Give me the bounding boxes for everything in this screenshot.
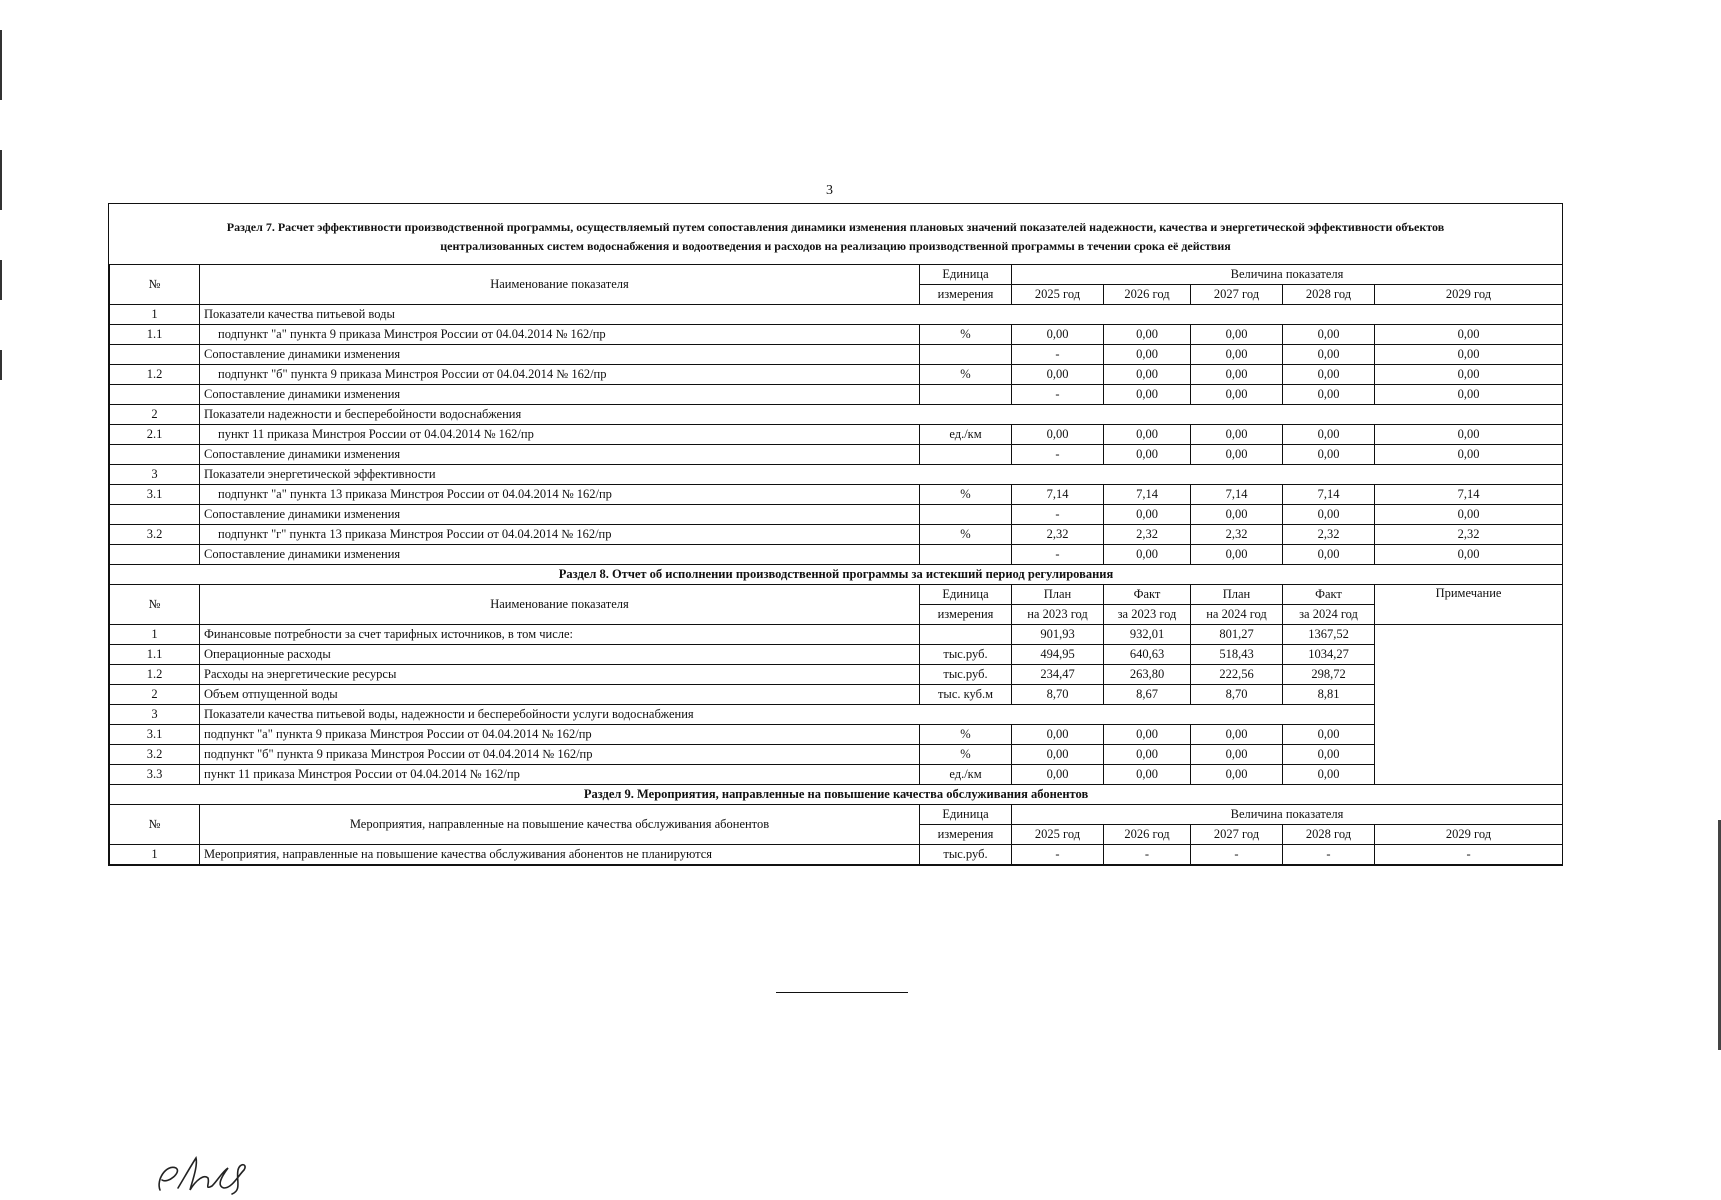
row-number: 2 bbox=[110, 685, 200, 705]
table-row bbox=[110, 845, 1563, 865]
row-name: Показатели энергетической эффективности bbox=[200, 465, 1563, 485]
row-value: 0,00 bbox=[1191, 765, 1283, 785]
row-number: 3 bbox=[110, 705, 200, 725]
row-value: 801,27 bbox=[1191, 625, 1283, 645]
row-value: 0,00 bbox=[1375, 505, 1563, 525]
row-unit: тыс.руб. bbox=[920, 645, 1012, 665]
row-value: 0,00 bbox=[1012, 365, 1104, 385]
row-value: 0,00 bbox=[1104, 425, 1191, 445]
table-row bbox=[110, 385, 1563, 405]
col-period-header-2: за 2024 год bbox=[1283, 605, 1375, 625]
row-number: 1.1 bbox=[110, 325, 200, 345]
row-value: - bbox=[1012, 845, 1104, 865]
row-name: пункт 11 приказа Минстроя России от 04.04.2014 № 162/пр bbox=[200, 765, 920, 785]
row-value: 0,00 bbox=[1375, 545, 1563, 565]
row-unit: % bbox=[920, 725, 1012, 745]
row-unit bbox=[920, 545, 1012, 565]
row-name: пункт 11 приказа Минстроя России от 04.04.2014 № 162/пр bbox=[200, 425, 920, 445]
row-value: 0,00 bbox=[1012, 725, 1104, 745]
row-value: 1034,27 bbox=[1283, 645, 1375, 665]
table-row bbox=[110, 485, 1563, 505]
row-value: - bbox=[1012, 445, 1104, 465]
row-value: 0,00 bbox=[1283, 725, 1375, 745]
row-unit: % bbox=[920, 365, 1012, 385]
section7-title-line1: Раздел 7. Расчет эффективности производственной программы, осуществляемый путем сопоставления динамики изменения плановых значений показателей надежности, качества и энергетической эффективности объектов bbox=[226, 220, 1445, 234]
row-value: 0,00 bbox=[1104, 445, 1191, 465]
row-value: 932,01 bbox=[1104, 625, 1191, 645]
row-number bbox=[110, 385, 200, 405]
table-row bbox=[110, 505, 1563, 525]
table-row bbox=[110, 725, 1563, 745]
row-value: 0,00 bbox=[1012, 325, 1104, 345]
row-value: 0,00 bbox=[1283, 365, 1375, 385]
row-unit: % bbox=[920, 325, 1012, 345]
row-value: 7,14 bbox=[1104, 485, 1191, 505]
row-value: 7,14 bbox=[1191, 485, 1283, 505]
year-header: 2029 год bbox=[1375, 285, 1563, 305]
row-name: подпункт "б" пункта 9 приказа Минстроя России от 04.04.2014 № 162/пр bbox=[200, 745, 920, 765]
row-value: 0,00 bbox=[1375, 445, 1563, 465]
table-row bbox=[110, 625, 1563, 645]
col-unit-header-1: Единица bbox=[920, 265, 1012, 285]
row-value: 0,00 bbox=[1283, 505, 1375, 525]
row-value: 0,00 bbox=[1283, 345, 1375, 365]
year-header: 2025 год bbox=[1012, 285, 1104, 305]
row-number: 3.3 bbox=[110, 765, 200, 785]
row-name: Показатели качества питьевой воды, надежности и бесперебойности услуги водоснабжения bbox=[200, 705, 1375, 725]
row-name: подпункт "б" пункта 9 приказа Минстроя России от 04.04.2014 № 162/пр bbox=[200, 365, 920, 385]
col-name-header: Мероприятия, направленные на повышение качества обслуживания абонентов bbox=[200, 805, 920, 845]
col-unit-header-2: измерения bbox=[920, 825, 1012, 845]
table-row bbox=[110, 745, 1563, 765]
table-row bbox=[110, 545, 1563, 565]
scan-edge-marks bbox=[0, 0, 3, 1200]
col-period-header-2: за 2023 год bbox=[1104, 605, 1191, 625]
table-row bbox=[110, 685, 1563, 705]
col-value-header: Величина показателя bbox=[1012, 805, 1563, 825]
row-number: 1.1 bbox=[110, 645, 200, 665]
row-value: 0,00 bbox=[1104, 765, 1191, 785]
row-value: 0,00 bbox=[1283, 385, 1375, 405]
row-value: 0,00 bbox=[1012, 745, 1104, 765]
row-value: 0,00 bbox=[1104, 345, 1191, 365]
row-note bbox=[1375, 625, 1563, 785]
row-value: 0,00 bbox=[1104, 385, 1191, 405]
row-number: 3.2 bbox=[110, 525, 200, 545]
row-number: 3.2 bbox=[110, 745, 200, 765]
col-period-header-2: на 2024 год bbox=[1191, 605, 1283, 625]
table-row bbox=[110, 365, 1563, 385]
table-row bbox=[110, 345, 1563, 365]
row-number: 2.1 bbox=[110, 425, 200, 445]
year-header: 2028 год bbox=[1283, 285, 1375, 305]
row-number: 3.1 bbox=[110, 485, 200, 505]
handwritten-signature bbox=[152, 1150, 262, 1200]
row-number: 1 bbox=[110, 845, 200, 865]
row-value: 2,32 bbox=[1283, 525, 1375, 545]
row-name: Объем отпущенной воды bbox=[200, 685, 920, 705]
table-row bbox=[110, 525, 1563, 545]
row-value: 298,72 bbox=[1283, 665, 1375, 685]
row-unit: тыс. куб.м bbox=[920, 685, 1012, 705]
row-number: 2 bbox=[110, 405, 200, 425]
table-row bbox=[110, 405, 1563, 425]
row-number: 3 bbox=[110, 465, 200, 485]
row-value: 7,14 bbox=[1012, 485, 1104, 505]
row-value: 0,00 bbox=[1191, 505, 1283, 525]
row-value: - bbox=[1012, 345, 1104, 365]
page-number: 3 bbox=[826, 183, 833, 198]
row-name: Сопоставление динамики изменения bbox=[200, 505, 920, 525]
col-name-header: Наименование показателя bbox=[200, 585, 920, 625]
col-period-header-1: План bbox=[1191, 585, 1283, 605]
row-value: 0,00 bbox=[1375, 425, 1563, 445]
table-row bbox=[110, 705, 1563, 725]
year-header: 2025 год bbox=[1012, 825, 1104, 845]
row-value: 8,70 bbox=[1012, 685, 1104, 705]
row-number bbox=[110, 505, 200, 525]
row-value: 0,00 bbox=[1375, 365, 1563, 385]
table-row bbox=[110, 665, 1563, 685]
table-row bbox=[110, 305, 1563, 325]
row-value: 518,43 bbox=[1191, 645, 1283, 665]
row-value: - bbox=[1191, 845, 1283, 865]
col-name-header: Наименование показателя bbox=[200, 265, 920, 305]
row-value: 901,93 bbox=[1012, 625, 1104, 645]
section7-title-line2: централизованных систем водоснабжения и водоотведения и расходов на реализацию производственной программы в течении срока её действия bbox=[440, 239, 1231, 253]
row-value: - bbox=[1012, 385, 1104, 405]
col-unit-header-2: измерения bbox=[920, 285, 1012, 305]
section9-title: Раздел 9. Мероприятия, направленные на повышение качества обслуживания абонентов bbox=[110, 785, 1563, 805]
col-unit-header-1: Единица bbox=[920, 585, 1012, 605]
col-unit-header-1: Единица bbox=[920, 805, 1012, 825]
row-value: 0,00 bbox=[1283, 325, 1375, 345]
row-value: - bbox=[1104, 845, 1191, 865]
row-value: 0,00 bbox=[1375, 345, 1563, 365]
row-value: 7,14 bbox=[1375, 485, 1563, 505]
row-value: 7,14 bbox=[1283, 485, 1375, 505]
row-value: 0,00 bbox=[1375, 385, 1563, 405]
year-header: 2029 год bbox=[1375, 825, 1563, 845]
row-value: 8,70 bbox=[1191, 685, 1283, 705]
year-header: 2026 год bbox=[1104, 825, 1191, 845]
row-value: 2,32 bbox=[1375, 525, 1563, 545]
row-value: 0,00 bbox=[1012, 425, 1104, 445]
row-number: 1.2 bbox=[110, 365, 200, 385]
row-name: Показатели надежности и бесперебойности водоснабжения bbox=[200, 405, 1563, 425]
row-number bbox=[110, 345, 200, 365]
row-value: 263,80 bbox=[1104, 665, 1191, 685]
row-value: - bbox=[1375, 845, 1563, 865]
row-unit bbox=[920, 385, 1012, 405]
table-row bbox=[110, 465, 1563, 485]
row-value: - bbox=[1012, 545, 1104, 565]
row-value: 0,00 bbox=[1104, 365, 1191, 385]
row-name: подпункт "а" пункта 9 приказа Минстроя России от 04.04.2014 № 162/пр bbox=[200, 325, 920, 345]
row-name: Операционные расходы bbox=[200, 645, 920, 665]
col-no-header: № bbox=[110, 585, 200, 625]
row-unit bbox=[920, 445, 1012, 465]
col-period-header-2: на 2023 год bbox=[1012, 605, 1104, 625]
table-row bbox=[110, 425, 1563, 445]
year-header: 2027 год bbox=[1191, 285, 1283, 305]
document-frame bbox=[108, 203, 1563, 866]
section8-title: Раздел 8. Отчет об исполнении производственной программы за истекший период регулирования bbox=[110, 565, 1563, 585]
table-row bbox=[110, 765, 1563, 785]
col-note-header: Примечание bbox=[1375, 585, 1563, 625]
row-value: - bbox=[1283, 845, 1375, 865]
row-value: 0,00 bbox=[1283, 425, 1375, 445]
row-name: подпункт "г" пункта 13 приказа Минстроя России от 04.04.2014 № 162/пр bbox=[200, 525, 920, 545]
row-value: 0,00 bbox=[1191, 385, 1283, 405]
row-value: 0,00 bbox=[1191, 445, 1283, 465]
row-value: 0,00 bbox=[1283, 745, 1375, 765]
row-name: подпункт "а" пункта 9 приказа Минстроя России от 04.04.2014 № 162/пр bbox=[200, 725, 920, 745]
col-period-header-1: Факт bbox=[1283, 585, 1375, 605]
row-name: Сопоставление динамики изменения bbox=[200, 545, 920, 565]
section8-header bbox=[110, 565, 1563, 625]
row-unit bbox=[920, 625, 1012, 645]
row-name: Показатели качества питьевой воды bbox=[200, 305, 1563, 325]
row-number: 1.2 bbox=[110, 665, 200, 685]
row-value: 234,47 bbox=[1012, 665, 1104, 685]
row-unit: % bbox=[920, 525, 1012, 545]
row-value: 8,81 bbox=[1283, 685, 1375, 705]
row-number: 1 bbox=[110, 625, 200, 645]
report-table bbox=[109, 264, 1563, 865]
col-unit-header-2: измерения bbox=[920, 605, 1012, 625]
section7-header bbox=[110, 265, 1563, 305]
col-value-header: Величина показателя bbox=[1012, 265, 1563, 285]
row-value: 2,32 bbox=[1191, 525, 1283, 545]
row-value: 0,00 bbox=[1283, 445, 1375, 465]
row-unit: % bbox=[920, 485, 1012, 505]
row-number bbox=[110, 545, 200, 565]
table-row bbox=[110, 645, 1563, 665]
row-value: 640,63 bbox=[1104, 645, 1191, 665]
section7-title bbox=[109, 204, 1562, 264]
row-name: Расходы на энергетические ресурсы bbox=[200, 665, 920, 685]
row-value: 222,56 bbox=[1191, 665, 1283, 685]
row-value: 494,95 bbox=[1012, 645, 1104, 665]
row-value: 2,32 bbox=[1104, 525, 1191, 545]
table-row bbox=[110, 325, 1563, 345]
row-value: 0,00 bbox=[1191, 725, 1283, 745]
closing-rule bbox=[776, 992, 908, 993]
section8-body bbox=[110, 625, 1563, 785]
row-unit bbox=[920, 505, 1012, 525]
row-value: 0,00 bbox=[1104, 545, 1191, 565]
row-value: 2,32 bbox=[1012, 525, 1104, 545]
row-unit: ед./км bbox=[920, 765, 1012, 785]
col-period-header-1: План bbox=[1012, 585, 1104, 605]
row-value: 0,00 bbox=[1191, 425, 1283, 445]
section9-body bbox=[110, 845, 1563, 865]
row-name: Мероприятия, направленные на повышение качества обслуживания абонентов не планируются bbox=[200, 845, 920, 865]
col-period-header-1: Факт bbox=[1104, 585, 1191, 605]
col-no-header: № bbox=[110, 805, 200, 845]
row-value: 0,00 bbox=[1104, 745, 1191, 765]
row-value: 0,00 bbox=[1191, 365, 1283, 385]
row-value: - bbox=[1012, 505, 1104, 525]
row-value: 0,00 bbox=[1191, 345, 1283, 365]
section9-header bbox=[110, 785, 1563, 845]
row-unit: тыс.руб. bbox=[920, 665, 1012, 685]
section7-body bbox=[110, 305, 1563, 565]
row-value: 1367,52 bbox=[1283, 625, 1375, 645]
row-value: 0,00 bbox=[1104, 505, 1191, 525]
row-unit: % bbox=[920, 745, 1012, 765]
col-no-header: № bbox=[110, 265, 200, 305]
row-value: 0,00 bbox=[1104, 325, 1191, 345]
row-unit bbox=[920, 345, 1012, 365]
row-number bbox=[110, 445, 200, 465]
row-number: 1 bbox=[110, 305, 200, 325]
row-value: 0,00 bbox=[1283, 765, 1375, 785]
row-value: 8,67 bbox=[1104, 685, 1191, 705]
row-number: 3.1 bbox=[110, 725, 200, 745]
row-value: 0,00 bbox=[1375, 325, 1563, 345]
row-name: Сопоставление динамики изменения bbox=[200, 345, 920, 365]
year-header: 2028 год bbox=[1283, 825, 1375, 845]
row-value: 0,00 bbox=[1012, 765, 1104, 785]
year-header: 2027 год bbox=[1191, 825, 1283, 845]
row-value: 0,00 bbox=[1191, 325, 1283, 345]
row-name: подпункт "а" пункта 13 приказа Минстроя России от 04.04.2014 № 162/пр bbox=[200, 485, 920, 505]
year-header: 2026 год bbox=[1104, 285, 1191, 305]
row-unit: ед./км bbox=[920, 425, 1012, 445]
row-value: 0,00 bbox=[1191, 745, 1283, 765]
row-name: Сопоставление динамики изменения bbox=[200, 385, 920, 405]
row-name: Сопоставление динамики изменения bbox=[200, 445, 920, 465]
row-value: 0,00 bbox=[1283, 545, 1375, 565]
row-value: 0,00 bbox=[1104, 725, 1191, 745]
row-value: 0,00 bbox=[1191, 545, 1283, 565]
row-name: Финансовые потребности за счет тарифных источников, в том числе: bbox=[200, 625, 920, 645]
table-row bbox=[110, 445, 1563, 465]
row-unit: тыс.руб. bbox=[920, 845, 1012, 865]
